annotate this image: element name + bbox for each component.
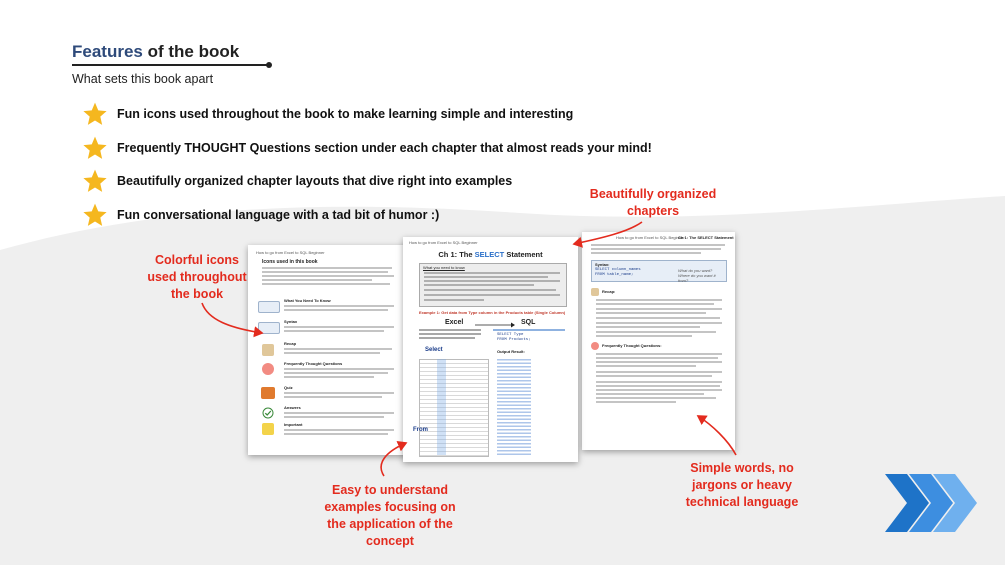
chapter-prefix: Ch 1: The	[438, 250, 475, 259]
icon-title: Important	[284, 422, 303, 427]
sql-line: FROM Products;	[497, 338, 531, 342]
need-to-know-box	[419, 263, 567, 307]
syntax-label: Syntax:	[595, 262, 610, 267]
icon-title: Frequently Thought Questions	[284, 361, 343, 366]
feature-text: Beautifully organized chapter layouts that dive right into examples	[117, 174, 513, 188]
chapter-title	[403, 250, 578, 259]
star-icon	[82, 135, 108, 161]
page-subtitle: What sets this book apart	[72, 72, 214, 86]
output-label: Output Result:	[497, 349, 525, 354]
icon-title: Quiz	[284, 385, 293, 390]
feature-text: Frequently THOUGHT Questions section under each chapter that almost reads your mind!	[117, 141, 652, 155]
chapter-tag: Ch 1: The SELECT Statement	[678, 235, 734, 240]
syntax-box	[591, 260, 727, 282]
title-accent: Features	[72, 42, 143, 61]
page-header-text: How to go from Excel to SQL Beginner	[256, 250, 325, 255]
title-underline	[72, 64, 268, 66]
callout-chapters: Beautifully organized chapters	[589, 187, 717, 218]
from-label: From	[413, 427, 428, 433]
star-icon	[82, 168, 108, 194]
page-heading: Icons used in this book	[262, 259, 318, 265]
recap-label: Recap:	[602, 289, 616, 294]
callout-examples: Easy to understand examples focusing on the application of the concept	[324, 483, 456, 548]
output-result-list	[497, 357, 531, 455]
syntax-line: SELECT column_names	[595, 268, 641, 272]
feature-item	[82, 101, 573, 127]
feature-text: Fun conversational language with a tad bit of humor :)	[117, 208, 440, 222]
feature-item	[82, 135, 652, 161]
excel-label: Excel	[445, 319, 464, 326]
chapter-keyword: SELECT	[474, 250, 505, 259]
brain-icon	[591, 342, 599, 350]
icon-title: Recap	[284, 341, 297, 346]
selected-column	[437, 359, 446, 455]
icon-title: Syntax	[284, 319, 298, 324]
sticky-note-icon	[262, 423, 274, 435]
book-page-icons	[248, 245, 408, 455]
example-heading: Example 1: Get data from Type column in the Products table (Single Column)	[419, 310, 566, 315]
page-header-text: How to go from Excel to SQL Beginner	[616, 235, 685, 240]
book-page-recap	[582, 232, 735, 450]
checkmark-icon	[262, 407, 274, 419]
callout-words: Simple words, no jargons or heavy technical language	[685, 461, 799, 509]
syntax-box-icon	[258, 322, 280, 334]
page-header-text: How to go from Excel to SQL Beginner	[409, 240, 478, 245]
clipboard-icon	[262, 344, 274, 356]
chapter-suffix: Statement	[504, 250, 543, 259]
quiz-icon	[261, 387, 275, 399]
page-title	[72, 42, 239, 62]
star-icon	[82, 202, 108, 228]
arrow-right-icon	[475, 322, 515, 328]
title-rest: of the book	[142, 42, 240, 61]
ftq-label: Frequently Thought Questions:	[602, 343, 662, 348]
brain-icon	[262, 363, 274, 375]
next-chevrons-icon[interactable]	[885, 474, 977, 532]
syntax-note: Where do you want it from?	[678, 273, 716, 283]
callout-icons: Colorful icons used throughout the book	[147, 253, 247, 301]
icon-title: Answers	[284, 405, 301, 410]
clipboard-icon	[591, 288, 599, 296]
select-label: Select	[425, 347, 443, 353]
box-icon	[258, 301, 280, 313]
book-page-chapter	[403, 237, 578, 462]
feature-item	[82, 168, 512, 194]
syntax-line: FROM table_name;	[595, 273, 634, 277]
icon-title: What You Need To Know	[284, 298, 331, 303]
feature-text: Fun icons used throughout the book to make learning simple and interesting	[117, 107, 574, 121]
syntax-note: What do you want?	[678, 268, 713, 273]
feature-item	[82, 202, 439, 228]
excel-table	[419, 359, 489, 457]
sql-line: SELECT Type	[497, 333, 524, 337]
star-icon	[82, 101, 108, 127]
box-title: What you need to know	[423, 265, 465, 270]
sql-label: SQL	[521, 319, 536, 326]
